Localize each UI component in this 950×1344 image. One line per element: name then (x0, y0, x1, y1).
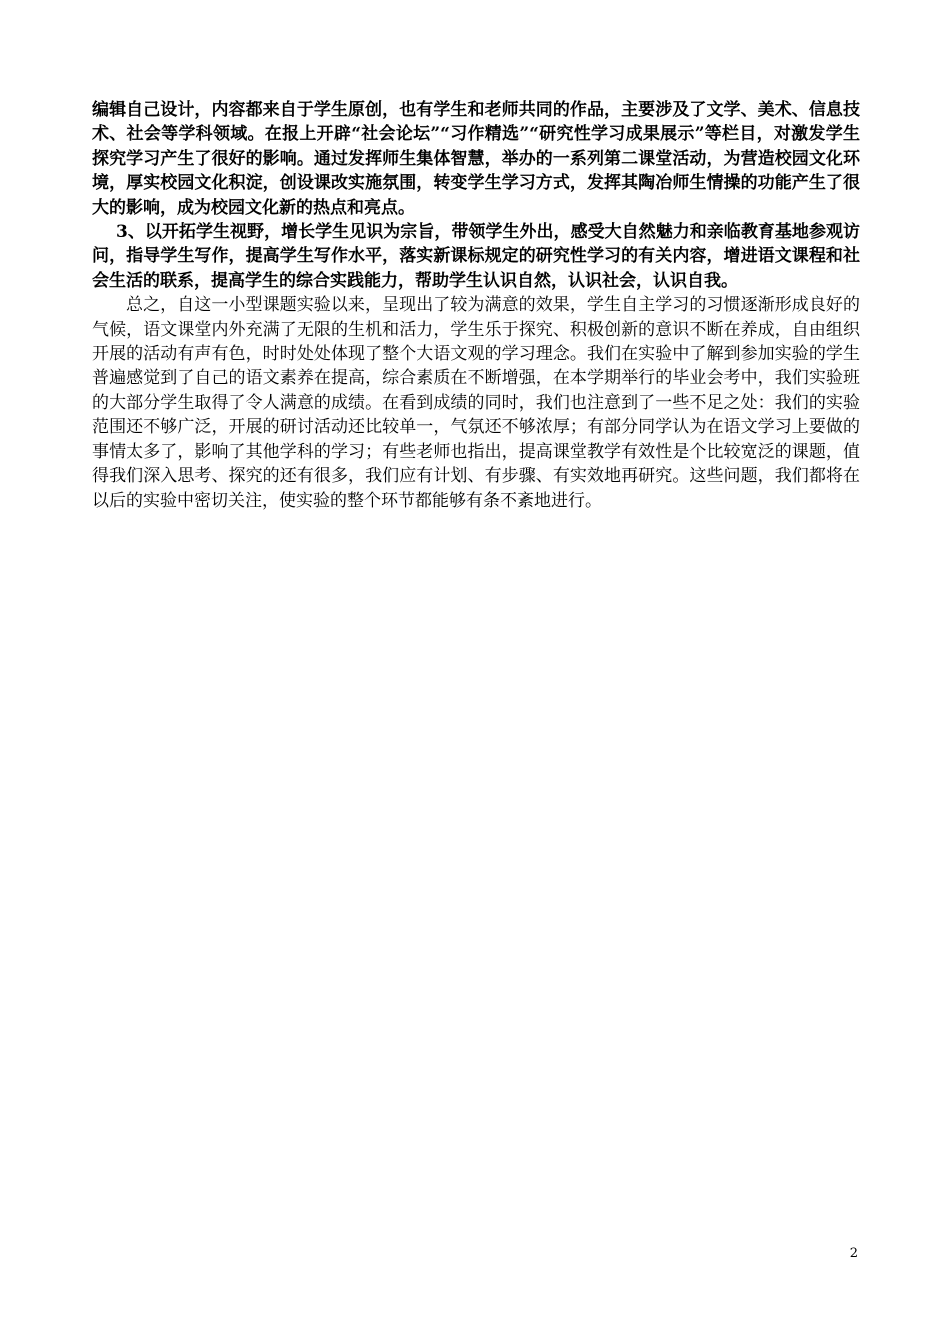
paragraph-summary: 总之，自这一小型课题实验以来，呈现出了较为满意的效果，学生自主学习的习惯逐渐形成良好的气候，语文课堂内外充满了无限的生机和活力，学生乐于探究、积极创新的意识不断在养成，自由组织开展的活动有声有色，时时处处体现了整个大语文观的学习理念。我们在实验中了解到参加实验的学生普遍感觉到了自己的语文素养在提高，综合素质在不断增强，在本学期举行的毕业会考中，我们实验班的大部分学生取得了令人满意的成绩。在看到成绩的同时，我们也注意到了一些不足之处：我们的实验范围还不够广泛，开展的研讨活动还比较单一，气氛还不够浓厚；有部分同学认为在语文学习上要做的事情太多了，影响了其他学科的学习；有些老师也指出，提高课堂教学有效性是个比较宽泛的课题，值得我们深入思考、探究的还有很多，我们应有计划、有步骤、有实效地再研究。这些问题，我们都将在以后的实验中密切关注，使实验的整个环节都能够有条不紊地进行。 (92, 295, 860, 511)
paragraph-school-newspaper: 编辑自己设计，内容都来自于学生原创，也有学生和老师共同的作品，主要涉及了文学、美术、信息技术、社会等学科领域。在报上开辟“社会论坛”“习作精选”“研究性学习成果展示”等栏目，对激发学生探究学习产生了很好的影响。通过发挥师生集体智慧，举办的一系列第二课堂活动，为营造校园文化环境，厚实校园文化积淀，创设课改实施氛围，转变学生学习方式，发挥其陶冶师生情操的功能产生了很大的影响，成为校园文化新的热点和亮点。 (92, 100, 860, 218)
page-number: 2 (849, 1246, 858, 1261)
document-body (92, 98, 860, 513)
paragraph-field-trips: 3、以开拓学生视野，增长学生见识为宗旨，带领学生外出，感受大自然魅力和亲临教育基地参观访问，指导学生写作，提高学生写作水平，落实新课标规定的研究性学习的有关内容，增进语文课程和社会生活的联系，提高学生的综合实践能力，帮助学生认识自然，认识社会，认识自我。 (92, 222, 860, 291)
